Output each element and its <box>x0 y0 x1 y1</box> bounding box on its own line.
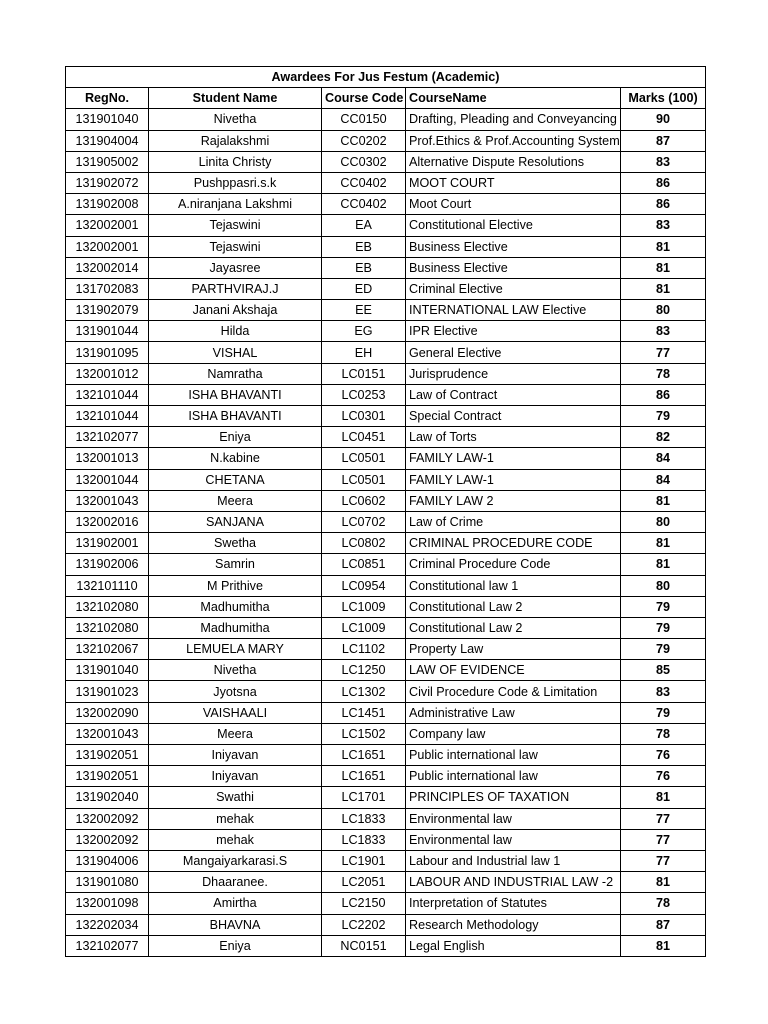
student-name-cell: Amirtha <box>149 893 322 914</box>
student-name-cell: M Prithive <box>149 575 322 596</box>
course-name-cell: FAMILY LAW-1 <box>406 448 621 469</box>
regno-cell: 131902006 <box>66 554 149 575</box>
table-row <box>66 533 706 554</box>
regno-cell: 132001043 <box>66 723 149 744</box>
table-row <box>66 490 706 511</box>
marks-cell: 78 <box>621 363 706 384</box>
student-name-cell: Rajalakshmi <box>149 130 322 151</box>
table-row <box>66 850 706 871</box>
table-row <box>66 172 706 193</box>
course-code-cell: LC2150 <box>322 893 406 914</box>
regno-cell: 131901095 <box>66 342 149 363</box>
student-name-cell: Swetha <box>149 533 322 554</box>
course-name-cell: Property Law <box>406 639 621 660</box>
marks-cell: 81 <box>621 278 706 299</box>
course-code-cell: LC1502 <box>322 723 406 744</box>
marks-cell: 85 <box>621 660 706 681</box>
marks-cell: 77 <box>621 829 706 850</box>
regno-cell: 132001013 <box>66 448 149 469</box>
course-code-cell: LC1009 <box>322 617 406 638</box>
course-name-cell: Constitutional Law 2 <box>406 617 621 638</box>
table-body <box>66 109 706 957</box>
marks-cell: 80 <box>621 575 706 596</box>
header-row <box>66 88 706 109</box>
course-code-cell: LC0851 <box>322 554 406 575</box>
course-code-cell: CC0402 <box>322 172 406 193</box>
marks-cell: 76 <box>621 766 706 787</box>
course-code-cell: ED <box>322 278 406 299</box>
regno-cell: 131902079 <box>66 300 149 321</box>
table-row <box>66 469 706 490</box>
student-name-cell: LEMUELA MARY <box>149 639 322 660</box>
table-row <box>66 617 706 638</box>
course-code-cell: EH <box>322 342 406 363</box>
student-name-cell: Meera <box>149 490 322 511</box>
marks-cell: 76 <box>621 745 706 766</box>
course-name-cell: Drafting, Pleading and Conveyancing <box>406 109 621 130</box>
course-code-cell: LC1451 <box>322 702 406 723</box>
course-name-cell: Environmental law <box>406 829 621 850</box>
marks-cell: 81 <box>621 490 706 511</box>
student-name-cell: Iniyavan <box>149 766 322 787</box>
course-code-cell: LC1701 <box>322 787 406 808</box>
course-name-cell: Research Methodology <box>406 914 621 935</box>
marks-cell: 86 <box>621 194 706 215</box>
table-row <box>66 745 706 766</box>
course-code-cell: EB <box>322 236 406 257</box>
course-name-cell: FAMILY LAW-1 <box>406 469 621 490</box>
course-code-cell: LC0501 <box>322 469 406 490</box>
table-row <box>66 914 706 935</box>
course-name-cell: Criminal Procedure Code <box>406 554 621 575</box>
student-name-cell: CHETANA <box>149 469 322 490</box>
marks-cell: 87 <box>621 130 706 151</box>
regno-cell: 132002016 <box>66 511 149 532</box>
table-row <box>66 278 706 299</box>
marks-cell: 86 <box>621 172 706 193</box>
course-code-cell: LC0501 <box>322 448 406 469</box>
marks-cell: 81 <box>621 787 706 808</box>
course-code-cell: LC1651 <box>322 745 406 766</box>
course-code-cell: NC0151 <box>322 935 406 956</box>
student-name-cell: PARTHVIRAJ.J <box>149 278 322 299</box>
marks-cell: 81 <box>621 872 706 893</box>
regno-cell: 131702083 <box>66 278 149 299</box>
course-name-cell: Civil Procedure Code & Limitation <box>406 681 621 702</box>
student-name-cell: Tejaswini <box>149 215 322 236</box>
student-name-cell: Janani Akshaja <box>149 300 322 321</box>
course-code-cell: LC1901 <box>322 850 406 871</box>
regno-cell: 132202034 <box>66 914 149 935</box>
student-name-cell: Samrin <box>149 554 322 575</box>
course-code-cell: EE <box>322 300 406 321</box>
table-row <box>66 300 706 321</box>
header-regno: RegNo. <box>66 88 149 109</box>
regno-cell: 132001012 <box>66 363 149 384</box>
student-name-cell: Pushppasri.s.k <box>149 172 322 193</box>
course-name-cell: Constitutional Elective <box>406 215 621 236</box>
student-name-cell: Tejaswini <box>149 236 322 257</box>
regno-cell: 131905002 <box>66 151 149 172</box>
course-name-cell: MOOT COURT <box>406 172 621 193</box>
student-name-cell: A.niranjana Lakshmi <box>149 194 322 215</box>
regno-cell: 132002092 <box>66 829 149 850</box>
student-name-cell: BHAVNA <box>149 914 322 935</box>
header-student-name: Student Name <box>149 88 322 109</box>
course-name-cell: Administrative Law <box>406 702 621 723</box>
table-row <box>66 702 706 723</box>
course-name-cell: PRINCIPLES OF TAXATION <box>406 787 621 808</box>
course-code-cell: LC1102 <box>322 639 406 660</box>
marks-cell: 81 <box>621 236 706 257</box>
regno-cell: 131904006 <box>66 850 149 871</box>
course-name-cell: Law of Torts <box>406 427 621 448</box>
regno-cell: 132102080 <box>66 617 149 638</box>
marks-cell: 80 <box>621 511 706 532</box>
student-name-cell: Meera <box>149 723 322 744</box>
marks-cell: 80 <box>621 300 706 321</box>
marks-cell: 83 <box>621 681 706 702</box>
course-code-cell: LC1833 <box>322 808 406 829</box>
table-row <box>66 787 706 808</box>
regno-cell: 131902008 <box>66 194 149 215</box>
table-row <box>66 194 706 215</box>
course-code-cell: LC1302 <box>322 681 406 702</box>
regno-cell: 132001098 <box>66 893 149 914</box>
student-name-cell: N.kabine <box>149 448 322 469</box>
table-row <box>66 151 706 172</box>
marks-cell: 77 <box>621 342 706 363</box>
regno-cell: 131902051 <box>66 766 149 787</box>
marks-cell: 81 <box>621 935 706 956</box>
table-row <box>66 427 706 448</box>
table-row <box>66 893 706 914</box>
course-name-cell: Business Elective <box>406 236 621 257</box>
marks-cell: 81 <box>621 533 706 554</box>
regno-cell: 131902072 <box>66 172 149 193</box>
student-name-cell: SANJANA <box>149 511 322 532</box>
student-name-cell: Jyotsna <box>149 681 322 702</box>
course-code-cell: LC0451 <box>322 427 406 448</box>
table-row <box>66 130 706 151</box>
student-name-cell: mehak <box>149 829 322 850</box>
course-name-cell: Constitutional Law 2 <box>406 596 621 617</box>
regno-cell: 132102080 <box>66 596 149 617</box>
header-marks: Marks (100) <box>621 88 706 109</box>
course-code-cell: LC2202 <box>322 914 406 935</box>
course-name-cell: Jurisprudence <box>406 363 621 384</box>
course-name-cell: Labour and Industrial law 1 <box>406 850 621 871</box>
student-name-cell: mehak <box>149 808 322 829</box>
table-row <box>66 384 706 405</box>
regno-cell: 132002014 <box>66 257 149 278</box>
course-code-cell: CC0150 <box>322 109 406 130</box>
regno-cell: 132101044 <box>66 406 149 427</box>
table-row <box>66 872 706 893</box>
regno-cell: 132002001 <box>66 215 149 236</box>
course-name-cell: Law of Contract <box>406 384 621 405</box>
regno-cell: 131902001 <box>66 533 149 554</box>
course-code-cell: LC0802 <box>322 533 406 554</box>
table-row <box>66 660 706 681</box>
table-row <box>66 236 706 257</box>
marks-cell: 86 <box>621 384 706 405</box>
course-name-cell: INTERNATIONAL LAW Elective <box>406 300 621 321</box>
course-code-cell: EB <box>322 257 406 278</box>
marks-cell: 77 <box>621 808 706 829</box>
table-row <box>66 363 706 384</box>
regno-cell: 132102067 <box>66 639 149 660</box>
regno-cell: 131904004 <box>66 130 149 151</box>
course-name-cell: LAW OF EVIDENCE <box>406 660 621 681</box>
table-row <box>66 596 706 617</box>
student-name-cell: Hilda <box>149 321 322 342</box>
regno-cell: 132002090 <box>66 702 149 723</box>
course-code-cell: CC0202 <box>322 130 406 151</box>
table-row <box>66 109 706 130</box>
course-name-cell: General Elective <box>406 342 621 363</box>
course-name-cell: LABOUR AND INDUSTRIAL LAW -2 <box>406 872 621 893</box>
student-name-cell: Madhumitha <box>149 617 322 638</box>
student-name-cell: Nivetha <box>149 660 322 681</box>
student-name-cell: ISHA BHAVANTI <box>149 384 322 405</box>
course-name-cell: Interpretation of Statutes <box>406 893 621 914</box>
student-name-cell: Dhaaranee. <box>149 872 322 893</box>
course-name-cell: FAMILY LAW 2 <box>406 490 621 511</box>
course-name-cell: Environmental law <box>406 808 621 829</box>
course-code-cell: LC0301 <box>322 406 406 427</box>
course-name-cell: Law of Crime <box>406 511 621 532</box>
regno-cell: 131901080 <box>66 872 149 893</box>
course-code-cell: LC0702 <box>322 511 406 532</box>
marks-cell: 79 <box>621 406 706 427</box>
marks-cell: 78 <box>621 723 706 744</box>
awardees-table <box>65 66 706 957</box>
regno-cell: 131901044 <box>66 321 149 342</box>
table-row <box>66 575 706 596</box>
student-name-cell: Iniyavan <box>149 745 322 766</box>
marks-cell: 87 <box>621 914 706 935</box>
student-name-cell: Jayasree <box>149 257 322 278</box>
table-row <box>66 321 706 342</box>
regno-cell: 132002001 <box>66 236 149 257</box>
regno-cell: 131902051 <box>66 745 149 766</box>
course-name-cell: Special Contract <box>406 406 621 427</box>
table-row <box>66 723 706 744</box>
regno-cell: 131901023 <box>66 681 149 702</box>
course-name-cell: Business Elective <box>406 257 621 278</box>
regno-cell: 131901040 <box>66 660 149 681</box>
student-name-cell: Eniya <box>149 427 322 448</box>
course-code-cell: LC0602 <box>322 490 406 511</box>
course-name-cell: Criminal Elective <box>406 278 621 299</box>
marks-cell: 82 <box>621 427 706 448</box>
regno-cell: 132002092 <box>66 808 149 829</box>
marks-cell: 83 <box>621 215 706 236</box>
header-course-code: Course Code <box>322 88 406 109</box>
student-name-cell: VAISHAALI <box>149 702 322 723</box>
course-code-cell: CC0402 <box>322 194 406 215</box>
course-name-cell: IPR Elective <box>406 321 621 342</box>
regno-cell: 132001043 <box>66 490 149 511</box>
course-code-cell: LC1250 <box>322 660 406 681</box>
student-name-cell: Madhumitha <box>149 596 322 617</box>
regno-cell: 131902040 <box>66 787 149 808</box>
marks-cell: 81 <box>621 257 706 278</box>
course-code-cell: LC0954 <box>322 575 406 596</box>
course-code-cell: EA <box>322 215 406 236</box>
course-name-cell: CRIMINAL PROCEDURE CODE <box>406 533 621 554</box>
course-name-cell: Prof.Ethics & Prof.Accounting System <box>406 130 621 151</box>
table-row <box>66 639 706 660</box>
student-name-cell: Mangaiyarkarasi.S <box>149 850 322 871</box>
course-code-cell: LC0253 <box>322 384 406 405</box>
course-code-cell: LC1833 <box>322 829 406 850</box>
marks-cell: 79 <box>621 596 706 617</box>
course-name-cell: Alternative Dispute Resolutions <box>406 151 621 172</box>
regno-cell: 132101110 <box>66 575 149 596</box>
student-name-cell: VISHAL <box>149 342 322 363</box>
title-row <box>66 67 706 88</box>
student-name-cell: Swathi <box>149 787 322 808</box>
header-course-name: CourseName <box>406 88 621 109</box>
marks-cell: 84 <box>621 448 706 469</box>
marks-cell: 79 <box>621 639 706 660</box>
student-name-cell: Linita Christy <box>149 151 322 172</box>
marks-cell: 83 <box>621 151 706 172</box>
course-code-cell: LC1651 <box>322 766 406 787</box>
table-row <box>66 511 706 532</box>
marks-cell: 77 <box>621 850 706 871</box>
course-name-cell: Constitutional law 1 <box>406 575 621 596</box>
table-row <box>66 681 706 702</box>
regno-cell: 132102077 <box>66 935 149 956</box>
course-name-cell: Legal English <box>406 935 621 956</box>
course-code-cell: CC0302 <box>322 151 406 172</box>
table-row <box>66 935 706 956</box>
regno-cell: 131901040 <box>66 109 149 130</box>
table-row <box>66 766 706 787</box>
marks-cell: 78 <box>621 893 706 914</box>
regno-cell: 132102077 <box>66 427 149 448</box>
course-code-cell: LC1009 <box>322 596 406 617</box>
table-row <box>66 829 706 850</box>
student-name-cell: Eniya <box>149 935 322 956</box>
marks-cell: 90 <box>621 109 706 130</box>
course-name-cell: Public international law <box>406 745 621 766</box>
student-name-cell: Namratha <box>149 363 322 384</box>
course-code-cell: LC0151 <box>322 363 406 384</box>
student-name-cell: ISHA BHAVANTI <box>149 406 322 427</box>
course-code-cell: LC2051 <box>322 872 406 893</box>
table-title: Awardees For Jus Festum (Academic) <box>66 67 706 88</box>
regno-cell: 132001044 <box>66 469 149 490</box>
regno-cell: 132101044 <box>66 384 149 405</box>
table-row <box>66 215 706 236</box>
marks-cell: 81 <box>621 554 706 575</box>
marks-cell: 84 <box>621 469 706 490</box>
course-code-cell: EG <box>322 321 406 342</box>
student-name-cell: Nivetha <box>149 109 322 130</box>
course-name-cell: Company law <box>406 723 621 744</box>
marks-cell: 83 <box>621 321 706 342</box>
course-name-cell: Public international law <box>406 766 621 787</box>
course-name-cell: Moot Court <box>406 194 621 215</box>
table-row <box>66 406 706 427</box>
table-row <box>66 808 706 829</box>
table-row <box>66 257 706 278</box>
table-row <box>66 448 706 469</box>
marks-cell: 79 <box>621 702 706 723</box>
table-row <box>66 342 706 363</box>
marks-cell: 79 <box>621 617 706 638</box>
table-row <box>66 554 706 575</box>
